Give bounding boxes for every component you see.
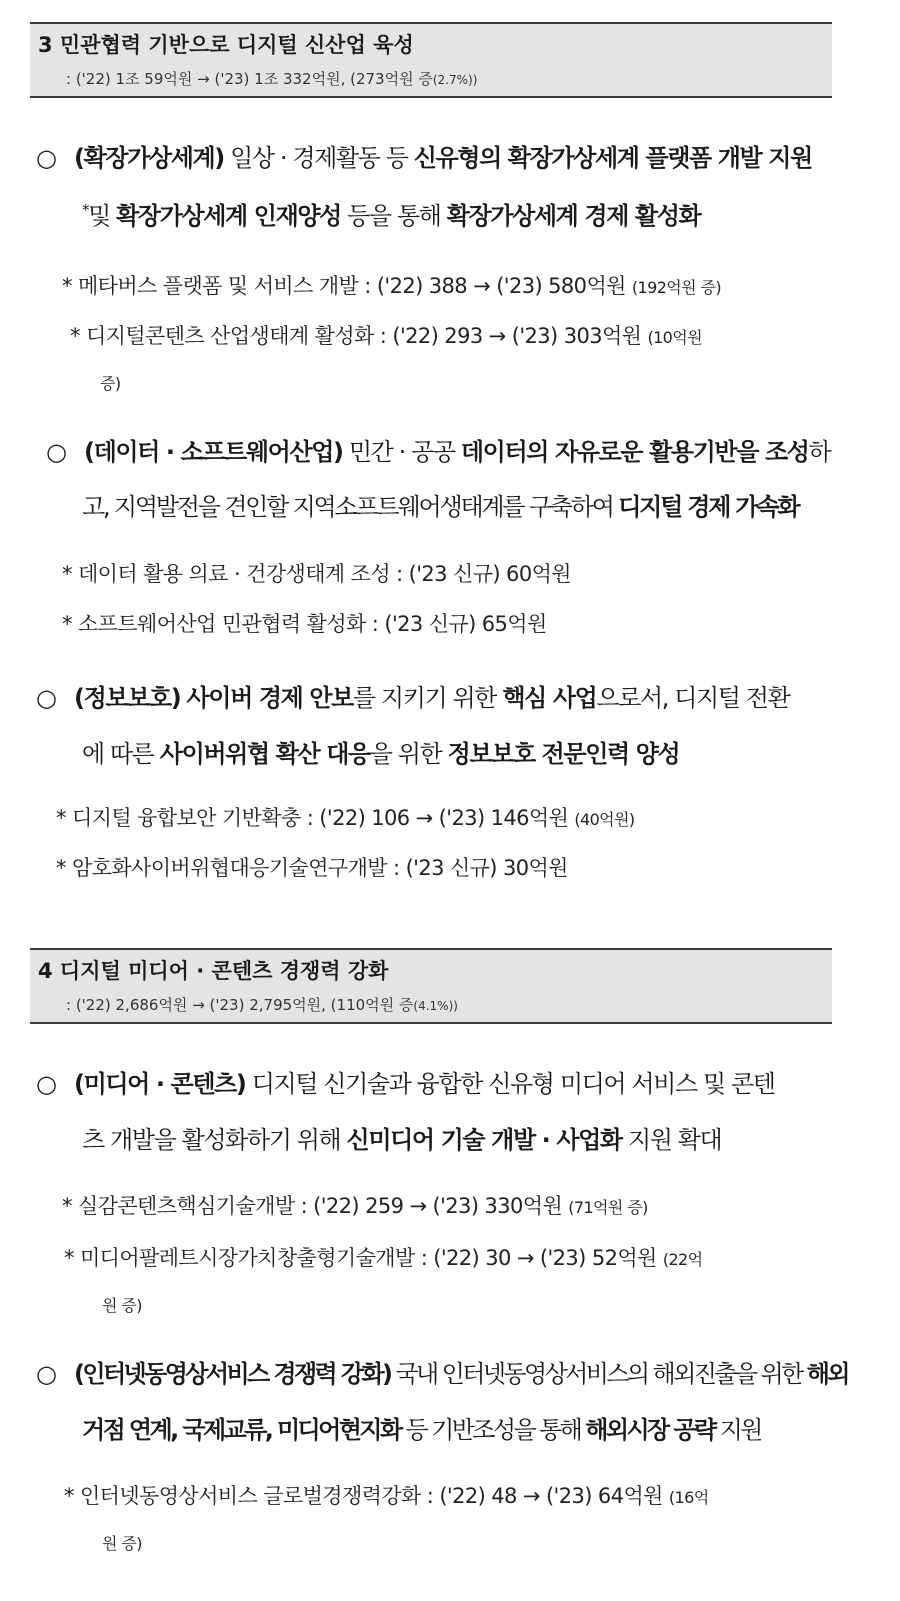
paragraph-line: [82, 196, 700, 231]
paragraph-heading: (정보보호): [74, 684, 181, 712]
paragraph-text: 국내 인터넷동영상서비스의 해외진출을 위한: [390, 1360, 807, 1388]
paragraph-line: [36, 1064, 775, 1099]
paragraph-line: [36, 1354, 848, 1389]
sub-item-note: (10억원: [647, 328, 702, 347]
paragraph-emphasis: 사이버위협 확산 대응: [159, 740, 370, 768]
paragraph-emphasis: 확장가상세계 인재양성: [116, 202, 341, 230]
paragraph-emphasis: 신유형의 확장가상세계 플랫폼 개발 지원: [413, 144, 812, 172]
budget-text: : ('22) 1조 59억원 → ('23) 1조 332억원, (273억원 증: [66, 70, 433, 88]
paragraph-line: [46, 432, 830, 467]
sub-item: [64, 1242, 702, 1272]
sub-item-note: (22억: [662, 1250, 703, 1269]
paragraph-emphasis: 확장가상세계 경제 활성화: [446, 202, 701, 230]
paragraph-text: 지원 확대: [621, 1126, 722, 1154]
sub-item: [62, 1190, 648, 1220]
sub-item: [56, 852, 568, 882]
paragraph-text: 등을 통해: [340, 202, 447, 230]
sub-item-note: (16억: [668, 1488, 709, 1507]
sub-item-note: (40억원): [574, 810, 635, 829]
sub-item-note: (192억원 증): [631, 278, 721, 297]
paragraph-text: 을 위한: [369, 740, 448, 768]
paragraph-emphasis: 핵심 사업: [502, 684, 597, 712]
section-budget: [66, 994, 458, 1015]
section-3-header: [30, 22, 832, 98]
sub-item-text: * 미디어팔레트시장가치창출형기술개발 : ('22) 30 → ('23) 52억원: [64, 1246, 663, 1270]
sub-item-note: 증): [100, 374, 121, 393]
section-4-header: [30, 948, 832, 1024]
paragraph-heading: (확장가상세계): [74, 144, 224, 172]
paragraph-line: [82, 1120, 721, 1155]
paragraph-text: 등 기반조성을 통해: [400, 1416, 586, 1444]
sub-item-text: * 실감콘텐츠핵심기술개발 : ('22) 259 → ('23) 330억원: [62, 1194, 569, 1218]
circle-bullet-icon: ○: [36, 1360, 57, 1388]
sub-item-text: * 인터넷동영상서비스 글로벌경쟁력강화 : ('22) 48 → ('23) 64억원: [64, 1484, 669, 1508]
sub-item-text: * 암호화사이버위협대응기술연구개발 : ('23 신규) 30억원: [56, 856, 568, 880]
sub-item-continuation: [102, 1292, 142, 1316]
paragraph-heading: (미디어 · 콘텐츠): [74, 1070, 246, 1098]
paragraph-text: 으로서, 디지털 전환: [596, 684, 790, 712]
sub-item: [62, 608, 547, 638]
paragraph-text: 민간 · 공공: [342, 438, 461, 466]
sub-item-note: (71억원 증): [568, 1198, 648, 1217]
paragraph-line: [36, 138, 812, 173]
budget-percent: (2.7%)): [432, 73, 478, 87]
paragraph-text: 고, 지역발전을 견인할 지역소프트웨어생태계를 구축하여: [82, 493, 619, 521]
sub-item-continuation: [100, 370, 121, 394]
paragraph-emphasis: 해외시장 공략: [585, 1416, 715, 1444]
paragraph-line: [36, 678, 789, 713]
paragraph-text: 지원: [714, 1416, 761, 1444]
budget-percent: (4.1%)): [413, 999, 458, 1013]
sub-item-continuation: [102, 1530, 142, 1554]
paragraph-text: 를 지키기 위한: [352, 684, 503, 712]
paragraph-emphasis: 사이버 경제 안보: [186, 684, 353, 712]
paragraph-heading: (인터넷동영상서비스 경쟁력 강화): [74, 1360, 391, 1388]
circle-bullet-icon: ○: [46, 438, 66, 466]
paragraph-emphasis: 신미디어 기술 개발 · 사업화: [346, 1126, 622, 1154]
sub-item-note: 원 증): [102, 1296, 142, 1315]
sub-item-note: 원 증): [102, 1534, 142, 1553]
paragraph-emphasis: 디지털 경제 가속화: [618, 493, 799, 521]
paragraph-text: 츠 개발을 활성화하기 위해: [82, 1126, 347, 1154]
paragraph-heading: (데이터 · 소프트웨어산업): [84, 438, 343, 466]
budget-text: : ('22) 2,686억원 → ('23) 2,795억원, (110억원 증: [66, 996, 414, 1014]
paragraph-line: [82, 1410, 761, 1445]
circle-bullet-icon: ○: [36, 1070, 56, 1098]
paragraph-text: 하: [808, 438, 831, 466]
paragraph-text: 및: [88, 202, 117, 230]
footnote-marker: *: [82, 201, 89, 219]
paragraph-line: [82, 487, 798, 522]
sub-item: [56, 802, 635, 832]
paragraph-emphasis: 해외: [806, 1360, 848, 1388]
paragraph-emphasis: 정보보호 전문인력 양성: [447, 740, 680, 768]
sub-item: [70, 320, 702, 350]
sub-item: [64, 1480, 709, 1510]
circle-bullet-icon: ○: [36, 684, 56, 712]
paragraph-emphasis: 거점 연계, 국제교류, 미디어현지화: [82, 1416, 401, 1444]
sub-item-text: * 디지털콘텐츠 산업생태계 활성화 : ('22) 293 → ('23) 303억원: [70, 324, 648, 348]
paragraph-text: 에 따른: [82, 740, 160, 768]
paragraph-text: 일상 · 경제활동 등: [223, 144, 414, 172]
section-title: 4 디지털 미디어 · 콘텐츠 경쟁력 강화: [38, 959, 389, 983]
section-title: 3 민관협력 기반으로 디지털 신산업 육성: [38, 33, 414, 57]
paragraph-text: 디지털 신기술과 융합한 신유형 미디어 서비스 및 콘텐: [245, 1070, 775, 1098]
section-budget: [66, 68, 477, 89]
sub-item-text: * 디지털 융합보안 기반확충 : ('22) 106 → ('23) 146억원: [56, 806, 575, 830]
sub-item-text: * 메타버스 플랫폼 및 서비스 개발 : ('22) 388 → ('23) 580억원: [62, 274, 632, 298]
sub-item-text: * 소프트웨어산업 민관협력 활성화 : ('23 신규) 65억원: [62, 612, 547, 636]
paragraph-line: [82, 734, 679, 769]
paragraph-emphasis: 데이터의 자유로운 활용기반을 조성: [460, 438, 809, 466]
sub-item: [62, 558, 571, 588]
sub-item-text: * 데이터 활용 의료 · 건강생태계 조성 : ('23 신규) 60억원: [62, 562, 571, 586]
sub-item: [62, 270, 721, 300]
circle-bullet-icon: ○: [36, 144, 56, 172]
